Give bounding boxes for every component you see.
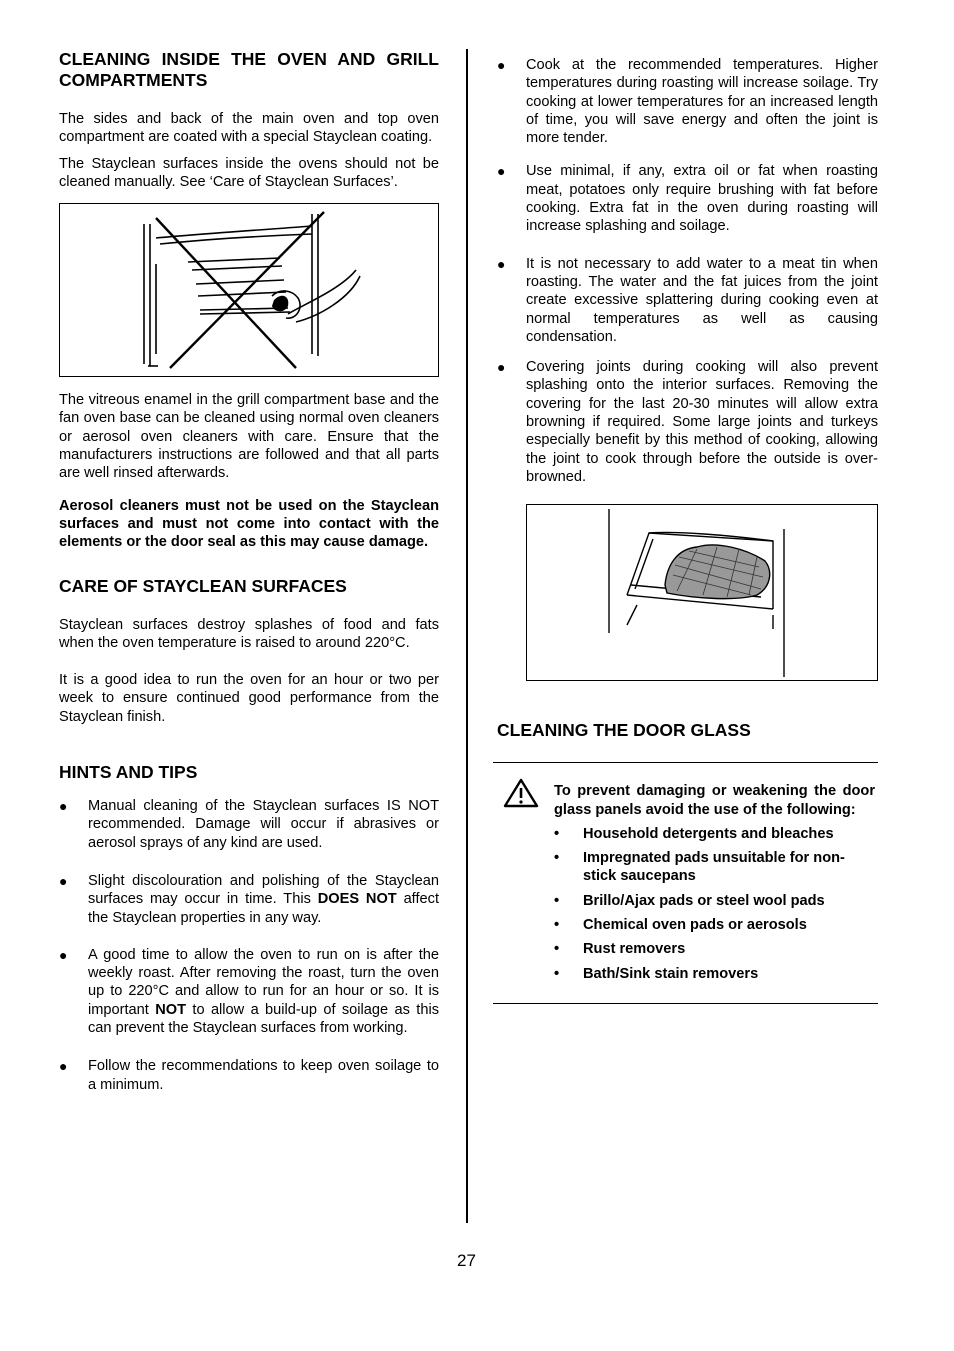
- bullet-icon: ●: [59, 798, 68, 815]
- bullet-icon: ●: [59, 1058, 68, 1075]
- covered-joint-in-oven-illustration: [527, 505, 877, 680]
- oven-cleaning-prohibited-illustration: [60, 204, 438, 376]
- figure-no-manual-cleaning: [59, 203, 439, 377]
- right-column: [497, 56, 878, 1004]
- paragraph-vitreous-enamel: The vitreous enamel in the grill compartment base and the fan oven base can be cleaned using normal oven cleaners or aerosol oven cleaners with care. Ensure that the manufacturers instructions are followed and that all parts are well rinsed afterwards.: [59, 392, 439, 482]
- warning-intro: To prevent damaging or weakening the door glass panels avoid the use of the following:: [554, 783, 875, 818]
- bullet-icon: ●: [497, 57, 506, 73]
- page-number: 27: [457, 1251, 476, 1270]
- bullet-icon: •: [554, 850, 560, 867]
- door-glass-warning-box: [493, 762, 878, 1004]
- list-item: • Rust removers: [554, 941, 686, 958]
- heading-hints-and-tips: HINTS AND TIPS: [59, 762, 198, 783]
- column-divider: [466, 49, 468, 1223]
- bullet-icon: ●: [59, 946, 68, 963]
- list-item: • Chemical oven pads or aerosols: [554, 917, 807, 934]
- warning-aerosol-cleaners: Aerosol cleaners must not be used on the Stayclean surfaces and must not come into contact with the elements or the door seal as this may cause damage.: [59, 497, 439, 551]
- avoid-list: [554, 825, 875, 983]
- tip-follow-recommendations: ● Follow the recommendations to keep oven soilage to a minimum.: [59, 1058, 439, 1093]
- bullet-icon: ●: [497, 255, 506, 272]
- bullet-icon: ●: [59, 872, 68, 889]
- heading-cleaning-inside: CLEANING INSIDE THE OVEN AND GRILL COMPARTMENTS: [59, 49, 439, 90]
- tip-discolouration: ● Slight discolouration and polishing of the Stayclean surfaces may occur in time. This DOES NOT affect the Stayclean properties in any way.: [59, 872, 439, 926]
- paragraph-stayclean-coating: The sides and back of the main oven and top oven compartment are coated with a special Stayclean coating.: [59, 111, 439, 146]
- bullet-icon: •: [554, 917, 560, 934]
- figure-covered-roast: [526, 504, 878, 681]
- left-column: [59, 49, 439, 1094]
- bullet-icon: •: [554, 825, 560, 842]
- warning-content: [493, 763, 878, 1003]
- paragraph-run-oven-weekly: It is a good idea to run the oven for an hour or two per week to ensure continued good performance from the Stayclean finish.: [59, 672, 439, 725]
- bullet-icon: ●: [497, 163, 506, 180]
- bullet-icon: •: [554, 892, 560, 909]
- bullet-icon: ●: [497, 359, 506, 376]
- list-item: • Brillo/Ajax pads or steel wool pads: [554, 892, 825, 909]
- heading-care-of-stayclean: CARE OF STAYCLEAN SURFACES: [59, 575, 347, 596]
- bullet-icon: •: [554, 965, 560, 982]
- list-item: • Impregnated pads unsuitable for non-stick saucepans: [554, 850, 845, 885]
- tip-covering-joints: ● Covering joints during cooking will also prevent splashing onto the interior surfaces. Removing the covering for the last 20-30 minutes will allow extra browning if required. Some large joints and turkeys especially benefit by this method of cooking, allowing the joint to cook through before the outside is over-browned.: [497, 359, 878, 485]
- tip-no-water: ● It is not necessary to add water to a meat tin when roasting. The water and the fat juices from the joint create excessive splattering during cooking even at normal temperatures as well as causing condensation.: [497, 255, 878, 345]
- tip-run-after-roast: ● A good time to allow the oven to run on is after the weekly roast. After removing the roast, turn the oven up to 220°C and allow to run for an hour or so. It is important NOT to allow a build-up of soilage as this can prevent the Stayclean surfaces from working.: [59, 946, 439, 1037]
- heading-cleaning-door-glass: CLEANING THE DOOR GLASS: [497, 720, 751, 741]
- list-item: • Bath/Sink stain removers: [554, 965, 759, 982]
- bullet-icon: •: [554, 941, 560, 958]
- warning-triangle-icon: [503, 778, 539, 808]
- list-item: • Household detergents and bleaches: [554, 825, 834, 842]
- paragraph-stayclean-destroy-splashes: Stayclean surfaces destroy splashes of food and fats when the oven temperature is raised to around 220°C.: [59, 616, 439, 651]
- tip-minimal-oil: ● Use minimal, if any, extra oil or fat when roasting meat, potatoes only require brushing with fat before cooking. Extra fat in the oven during roasting will increase splashing and soilage.: [497, 163, 878, 235]
- tip-recommended-temperatures: ● Cook at the recommended temperatures. Higher temperatures during roasting will increase soilage. Try cooking at lower temperatures for an increased length of time, you will save energy and often the joint is more tender.: [497, 57, 878, 147]
- paragraph-no-manual-cleaning: The Stayclean surfaces inside the ovens should not be cleaned manually. See ‘Care of Stayclean Surfaces’.: [59, 155, 439, 190]
- tip-manual-cleaning: ● Manual cleaning of the Stayclean surfaces IS NOT recommended. Damage will occur if abrasives or aerosol sprays of any kind are used.: [59, 798, 439, 851]
